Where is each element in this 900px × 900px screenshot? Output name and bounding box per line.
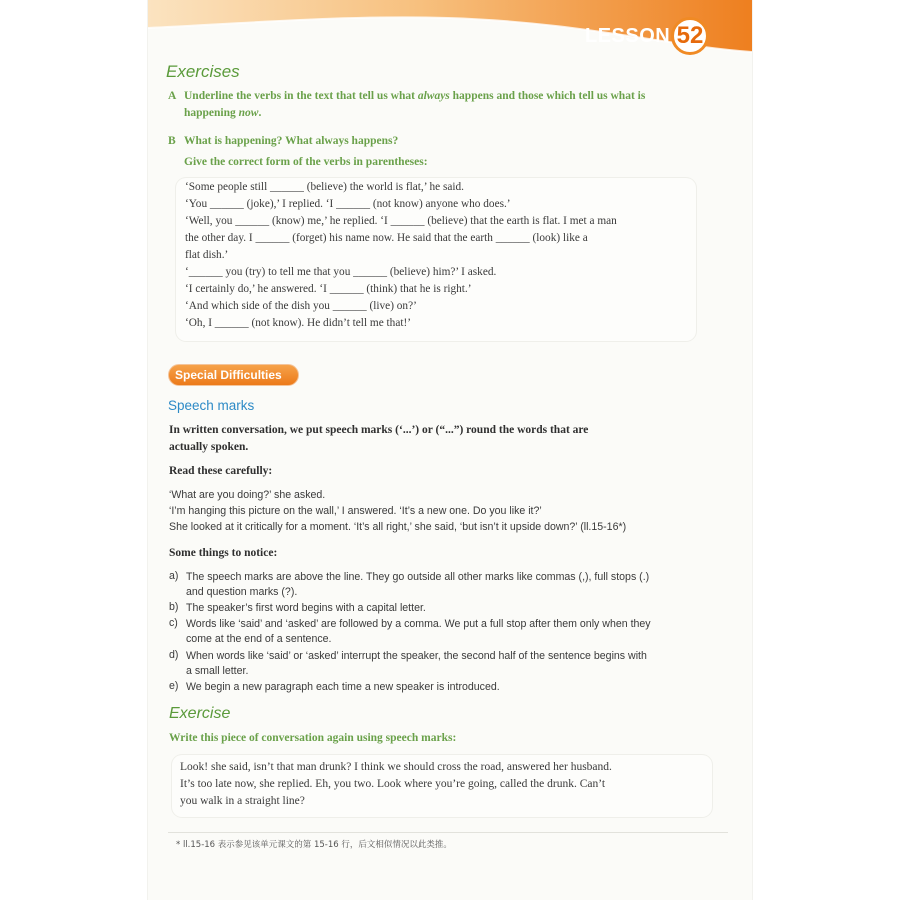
instruction-b-label: B <box>168 135 176 147</box>
exercises-heading: Exercises <box>166 62 240 81</box>
box-line: ‘I certainly do,’ he answered. ‘I ______ (think) that he is right.’ <box>185 283 472 295</box>
instruction-b-line1: What is happening? What always happens? <box>184 135 399 147</box>
instruction-a-period: . <box>258 107 262 119</box>
instruction-a-text-2: happens and those which tell us what is <box>449 90 646 102</box>
note-label: d) <box>169 649 179 661</box>
special-difficulties-badge: Special Difficulties <box>168 364 299 386</box>
instruction-a-text-3: happening <box>184 107 239 119</box>
exercise-instruction: Write this piece of conversation again using speech marks: <box>169 732 457 744</box>
note-line: Words like ‘said’ and ‘asked’ are followed by a comma. We put a full stop after them only when they <box>186 618 651 630</box>
instruction-b-line2: Give the correct form of the verbs in parentheses: <box>184 156 428 168</box>
note-line: The speaker’s first word begins with a capital letter. <box>186 602 426 614</box>
instruction-a-now: now <box>238 107 259 119</box>
note-label: c) <box>169 617 178 629</box>
note-line: The speech marks are above the line. They go outside all other marks like commas (,), full stops (.) <box>186 571 650 583</box>
note-label: a) <box>169 570 179 582</box>
exercise-box-line: you walk in a straight line? <box>180 795 305 807</box>
read-carefully-label: Read these carefully: <box>169 465 273 477</box>
exercise-heading: Exercise <box>169 705 231 722</box>
speech-marks-heading: Speech marks <box>168 398 255 413</box>
note-line: a small letter. <box>186 665 249 677</box>
example-line: ‘I’m hanging this picture on the wall,’ I answered. ‘It’s a new one. Do you like it?’ <box>169 505 542 517</box>
notice-label: Some things to notice: <box>169 547 278 559</box>
note-label: b) <box>169 601 179 613</box>
lesson-label: LESSON <box>585 25 671 47</box>
exercise-box-line: Look! she said, isn’t that man drunk? I think we should cross the road, answered her husband. <box>180 761 612 773</box>
box-line: ‘Well, you ______ (know) me,’ he replied. ‘I ______ (believe) that the earth is flat. I met a man <box>185 215 617 227</box>
note-label: e) <box>169 680 179 692</box>
lesson-number-badge: 52 <box>671 17 709 55</box>
note-line: come at the end of a sentence. <box>186 633 332 645</box>
footnote: * ll.15-16 表示参见该单元课文的第 15-16 行，后文相似情况以此类推。 <box>176 840 452 850</box>
instruction-a-text: Underline the verbs in the text that tell us what <box>184 90 418 102</box>
footnote-divider <box>168 832 728 833</box>
box-line: the other day. I ______ (forget) his name now. He said that the earth ______ (look) like a <box>185 232 588 244</box>
box-line: ‘______ you (try) to tell me that you ______ (believe) him?’ I asked. <box>185 266 497 278</box>
instruction-a-always: always <box>417 90 450 102</box>
box-line: ‘Oh, I ______ (not know). He didn’t tell me that!’ <box>185 317 411 329</box>
box-line: ‘And which side of the dish you ______ (live) on?’ <box>185 300 417 312</box>
example-line: She looked at it critically for a moment. ‘It’s all right,’ she said, ‘but isn’t it upside down?’ (ll.15-16*) <box>169 521 627 533</box>
note-line: We begin a new paragraph each time a new speaker is introduced. <box>186 681 500 693</box>
instruction-b <box>168 133 724 150</box>
box-line: ‘You ______ (joke),’ I replied. ‘I ______ (not know) anyone who does.’ <box>185 198 511 210</box>
note-line: and question marks (?). <box>186 586 298 598</box>
intro-line-1: In written conversation, we put speech marks (‘...’) or (“...”) round the words that are <box>169 424 589 436</box>
instruction-a-label: A <box>168 90 177 102</box>
example-line: ‘What are you doing?’ she asked. <box>169 489 326 501</box>
exercise-box-line: It’s too late now, she replied. Eh, you two. Look where you’re going, called the drunk. Can’t <box>180 778 606 790</box>
box-line: flat dish.’ <box>185 249 229 261</box>
note-line: When words like ‘said’ or ‘asked’ interrupt the speaker, the second half of the sentence begins with <box>186 650 647 662</box>
intro-line-2: actually spoken. <box>169 441 249 453</box>
box-line: ‘Some people still ______ (believe) the world is flat,’ he said. <box>185 181 465 193</box>
instruction-a <box>168 88 724 122</box>
